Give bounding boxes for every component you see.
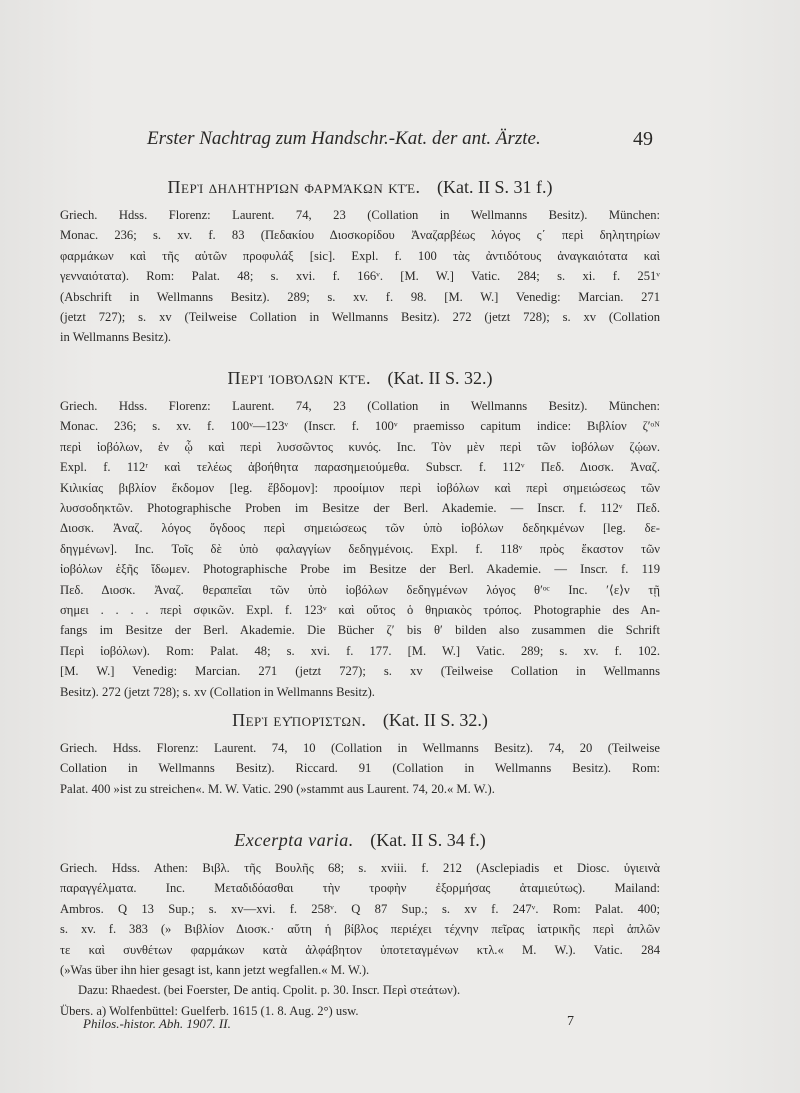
text-line: [M. W.] Venedig: Marcian. 271 (jetzt 727); s. xv (Teilweise Collation in Wellmanns [60, 664, 660, 679]
text-line: Κιλικίας βιβλίον ἕκδομον [leg. ἕβδομον]: προοίμιον περὶ ἰοβόλων καὶ περὶ σημειώσεως τῶν [60, 480, 660, 495]
section-deleteria [60, 175, 660, 348]
text-line: Besitz). 272 (jetzt 728); s. xv (Collation in Wellmanns Besitz). [60, 684, 375, 699]
text-line: (»Was über ihn hier gesagt ist, kann jetzt wegfallen.« M. W.). [60, 963, 370, 978]
text-line: Πεδ. Διοσκ. Ἀναζ. θεραπεῖαι τῶν ὑπὸ ἰοβόλων δεδηγμένων λόγος θ′ᵒᶜ Inc. ′⟨ε⟩ν τῇ [60, 582, 660, 597]
heading-greek: Περὶ ἰοβόλων κτέ. [227, 368, 371, 388]
text-line: Monac. 236; s. xv. f. 83 (Πεδακίου Διοσκορίδου Ἀναζαρβέως λόγος ς΄ περὶ δηλητηρίων [60, 228, 660, 243]
heading-greek: Περὶ δηλητηρίων φαρμάκων κτέ. [167, 177, 421, 197]
text-line: δηγμένων]. Inc. Τοῖς δὲ ὑπὸ φαλαγγίων δεδηγμένοις. Expl. f. 118ᵛ πρὸς ἕκαστον τῶν [60, 541, 660, 556]
heading-catalog-ref: (Kat. II S. 31 f.) [436, 177, 553, 197]
heading-catalog-ref: (Kat. II S. 34 f.) [370, 830, 486, 850]
section-iobola [60, 366, 660, 702]
text-line: φαρμάκων καὶ τῆς αὐτῶν προφυλάξ [sic]. Expl. f. 100 τὰς ἀντιδότους ἀναγκαιότατα καὶ [60, 248, 660, 263]
text-line: Griech. Hdss. Florenz: Laurent. 74, 10 (Collation in Wellmanns Besitz). 74, 20 (Teilweise [60, 741, 660, 755]
text-line: παραγγέλματα. Inc. Μεταδιδόασθαι τὴν τροφὴν ἐξορμήσας ἀταμιεύτως). Mailand: [60, 881, 660, 896]
text-line: Monac. 236; s. xv. f. 100ᵛ—123ᵛ (Inscr. f. 100ᵛ praemisso capitum indice: Βιβλίον ζ′ᵒᴺ [60, 419, 660, 434]
text-line: Übers. a) Wolfenbüttel: Guelferb. 1615 (1. 8. Aug. 2°) usw. [60, 1003, 359, 1018]
text-line: fangs im Besitze der Berl. Akademie. Die Bücher ζ′ bis θ′ bilden also zusammen die Schrift [60, 623, 660, 638]
text-line: Griech. Hdss. Florenz: Laurent. 74, 23 (Collation in Wellmanns Besitz). München: [60, 208, 660, 222]
heading-catalog-ref: (Kat. II S. 32.) [387, 368, 493, 388]
text-line: Collation in Wellmanns Besitz). Riccard. 91 (Collation in Wellmanns Besitz). Rom: [60, 761, 660, 776]
section-body [60, 396, 660, 702]
text-line: Expl. f. 112ʳ καὶ τελέως ἀβοήθητα παρασημειούμεθα. Subscr. f. 112ᵛ Πεδ. Διοσκ. Ἀναζ. [60, 460, 660, 475]
text-line: λυσσοδηκτῶν. Photographische Proben im Besitze der Berl. Akademie. — Inscr. f. 112ᵛ Πεδ. [60, 501, 660, 516]
text-line: Dazu: Rhaedest. (bei Foerster, De antiq. Cpolit. p. 30. Inscr. Περὶ στεάτων). [78, 983, 461, 998]
running-title: Erster Nachtrag zum Handschr.-Kat. der ant. Ärzte. [147, 128, 541, 149]
section-body [60, 738, 660, 799]
text-line: ἰοβόλων ἑξῆς ἴδωμεν. Photographische Probe im Besitze der Berl. Akademie. — Inscr. f. 119 [60, 562, 660, 577]
text-line: (jetzt 727); s. xv (Teilweise Collation in Wellmanns Besitz). 272 (jetzt 728); s. xv (Collation [60, 310, 660, 325]
section-body [60, 205, 660, 348]
text-line: σημει . . . . περὶ σφικῶν. Expl. f. 123ᵛ καὶ οὕτος ὁ θηριακὸς τρόπος. Photographie des An- [60, 603, 660, 618]
text-line: (Abschrift in Wellmanns Besitz). 289; s. xv. f. 98. [M. W.] Venedig: Marcian. 271 [60, 289, 660, 304]
heading-catalog-ref: (Kat. II S. 32.) [382, 710, 488, 730]
section-heading [60, 828, 660, 852]
text-line: Ambros. Q 13 Sup.; s. xv—xvi. f. 258ᵛ. Q 87 Sup.; s. xv f. 247ᵛ. Rom: Palat. 400; [60, 901, 660, 916]
text-line: περὶ ἰοβόλων, ἐν ᾧ καὶ περὶ λυσσῶντος κυνός. Inc. Τὸν μὲν περὶ τῶν ἰοβόλων ζῴων. [60, 439, 660, 454]
text-line: Griech. Hdss. Athen: Βιβλ. τῆς Βουλῆς 68; s. xviii. f. 212 (Asclepiadis et Diosc. ὑγιεινὰ [60, 861, 660, 875]
text-line: s. xv. f. 383 (» Βιβλίον Διοσκ.· αὕτη ἡ βίβλος περιέχει τέχνην πεῖρας ἰατρικῆς περὶ ἁπλῶν [60, 922, 660, 937]
page-number: 49 [633, 128, 653, 150]
section-heading [60, 366, 660, 390]
text-line: Griech. Hdss. Florenz: Laurent. 74, 23 (Collation in Wellmanns Besitz). München: [60, 399, 660, 413]
text-line: τε καὶ συνθέτων φαρμάκων κατὰ ἀλφάβητον ὑποτεταγμένων κτλ.« M. W.). Vatic. 284 [60, 942, 660, 957]
section-euporista [60, 708, 660, 799]
text-line: Διοσκ. Ἀναζ. λόγος ὄγδοος περὶ σημειώσεως τῶν ὑπὸ ἰοβόλων δεδηκμένων [leg. δε- [60, 521, 660, 536]
text-line: Palat. 400 »ist zu streichen«. M. W. Vatic. 290 (»stammt aus Laurent. 74, 20.« M. W.). [60, 781, 495, 796]
text-line: Περὶ ἰοβόλων). Rom: Palat. 48; s. xvi. f. 177. [M. W.] Vatic. 289; s. xv. f. 102. [60, 643, 660, 658]
section-body [60, 858, 660, 1021]
heading-title: Excerpta varia. [234, 830, 354, 850]
footer-series: Philos.-histor. Abh. 1907. II. [83, 1016, 231, 1031]
section-excerpta [60, 828, 660, 1021]
page-footer [83, 1016, 583, 1032]
running-header [147, 128, 657, 156]
heading-greek: Περὶ εὐπορίστων. [232, 710, 367, 730]
section-heading [60, 175, 660, 199]
section-heading [60, 708, 660, 732]
text-line: in Wellmanns Besitz). [60, 330, 172, 345]
signature-mark: 7 [567, 1014, 574, 1029]
text-line: γενναιότατα). Rom: Palat. 48; s. xvi. f. 166ᵛ. [M. W.] Vatic. 284; s. xi. f. 251ᵛ [60, 269, 660, 284]
